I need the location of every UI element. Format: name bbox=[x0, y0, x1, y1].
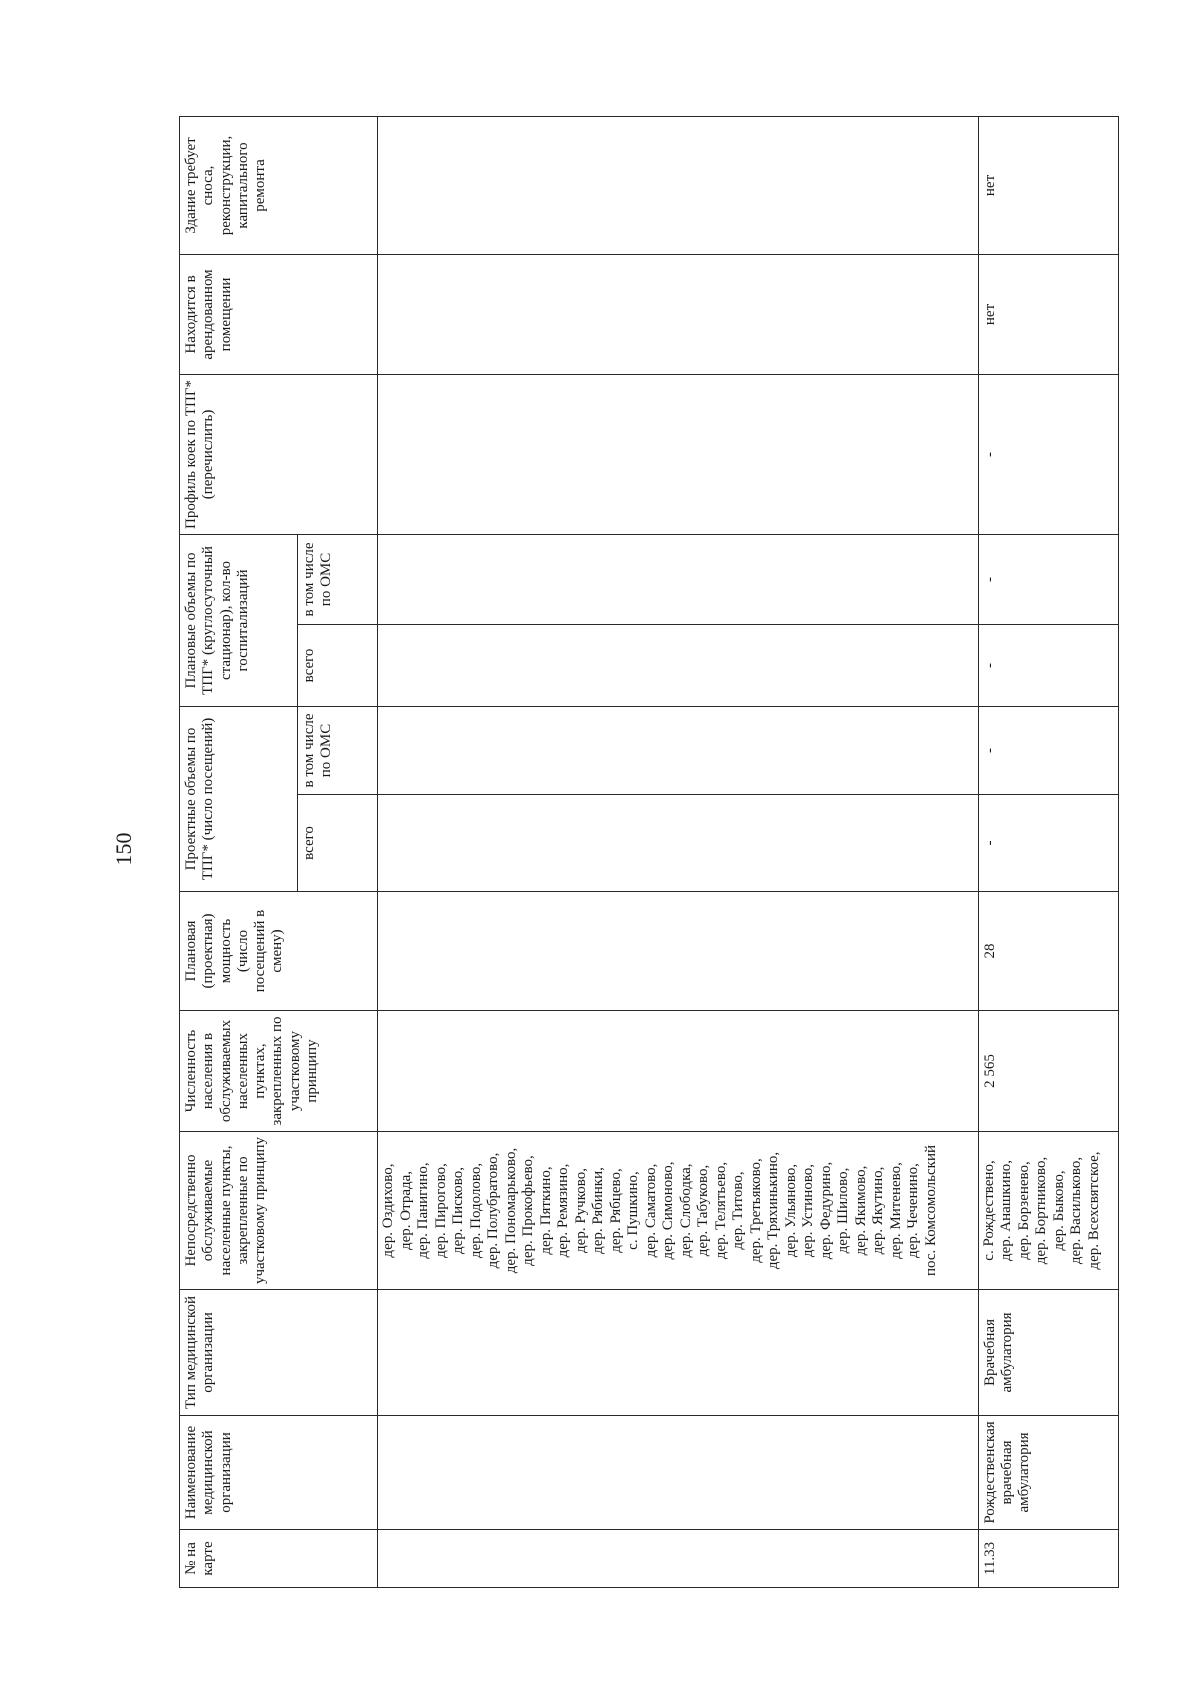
settlement-item: дер. Саматово, bbox=[642, 1163, 659, 1258]
cont-hosp-total-cell bbox=[378, 624, 979, 706]
header-visits-oms: в том числе по ОМС bbox=[298, 706, 378, 794]
cont-visits-total-cell bbox=[378, 795, 979, 892]
settlement-item: дер. Бортниково, bbox=[1033, 1156, 1050, 1265]
header-num: № на карте bbox=[180, 1530, 378, 1588]
settlement-item: дер. Слободка, bbox=[677, 1163, 694, 1258]
cont-repair-cell bbox=[378, 116, 979, 254]
settlement-item: с. Рождествено, bbox=[980, 1160, 997, 1261]
header-repair: Здание требует сноса, реконструкции, капитального ремонта bbox=[180, 116, 378, 254]
entry-beds: - bbox=[978, 374, 1118, 534]
settlement-item: дер. Полубратово, bbox=[485, 1152, 502, 1269]
entry-hosp-total: - bbox=[978, 624, 1118, 706]
table-row bbox=[978, 116, 1118, 1587]
settlement-item: дер. Отрада, bbox=[397, 1170, 414, 1251]
settlement-item: дер. Ремязино, bbox=[555, 1163, 572, 1258]
cont-capacity-cell bbox=[378, 892, 979, 1011]
settlement-item: дер. Писково, bbox=[450, 1166, 467, 1255]
header-rented: Находится в арендованном помещении bbox=[180, 254, 378, 374]
table-row bbox=[378, 116, 979, 1587]
cont-settlements-cell bbox=[378, 1132, 979, 1290]
cont-hosp-oms-cell bbox=[378, 534, 979, 624]
settlement-item: дер. Митенево, bbox=[887, 1162, 904, 1259]
header-name: Наименование медицинской организации bbox=[180, 1416, 378, 1530]
header-settlements: Непосредственно обслуживаемые населенные пункты, закрепленные по участковому принципу bbox=[180, 1132, 378, 1290]
settlement-item: дер. Якимово, bbox=[852, 1165, 869, 1256]
cont-visits-oms-cell bbox=[378, 706, 979, 794]
header-capacity: Плановая (проектная) мощность (число посещений в смену) bbox=[180, 892, 378, 1011]
header-type: Тип медицинской организации bbox=[180, 1290, 378, 1416]
cont-rented-cell bbox=[378, 254, 979, 374]
entry-type: Врачебная амбулатория bbox=[978, 1290, 1118, 1416]
entry-repair: нет bbox=[978, 116, 1118, 254]
settlement-item: дер. Пяткино, bbox=[537, 1166, 554, 1255]
settlement-item: дер. Панигино, bbox=[415, 1162, 432, 1259]
settlement-item: дер. Подолово, bbox=[467, 1162, 484, 1259]
entry-population: 2 565 bbox=[978, 1011, 1118, 1132]
entry-hosp-oms: - bbox=[978, 534, 1118, 624]
entry-capacity: 28 bbox=[978, 892, 1118, 1011]
settlement-item: дер. Титово, bbox=[730, 1171, 747, 1250]
settlement-item: дер. Третьяково, bbox=[747, 1158, 764, 1263]
settlement-item: дер. Федурино, bbox=[817, 1161, 834, 1260]
settlement-item: дер. Всехсвятское, bbox=[1085, 1151, 1102, 1270]
settlement-item: дер. Пирогово, bbox=[432, 1163, 449, 1258]
settlement-item: дер. Быково, bbox=[1050, 1170, 1067, 1251]
settlement-item: с. Пушкино, bbox=[625, 1171, 642, 1250]
settlement-item: дер. Устиново, bbox=[800, 1163, 817, 1258]
entry-rented: нет bbox=[978, 254, 1118, 374]
settlement-item: дер. Симоново, bbox=[660, 1161, 677, 1260]
entry-visits-total: - bbox=[978, 795, 1118, 892]
settlement-item: пос. Комсомольский bbox=[922, 1145, 939, 1277]
settlement-item: дер. Ульяново, bbox=[782, 1163, 799, 1258]
settlement-item: дер. Тряхинькино, bbox=[765, 1151, 782, 1270]
settlement-item: дер. Шилово, bbox=[835, 1167, 852, 1254]
cont-num-cell bbox=[378, 1530, 979, 1588]
settlement-item: дер. Васильково, bbox=[1068, 1156, 1085, 1265]
header-row-1 bbox=[180, 116, 298, 1587]
header-hospitalizations: Плановые объемы по ТПГ* (круглосуточный стационар), кол-во госпитализаций bbox=[180, 534, 298, 706]
cont-population-cell bbox=[378, 1011, 979, 1132]
settlement-item: дер. Рябинки, bbox=[590, 1167, 607, 1254]
settlement-item: дер. Рябцево, bbox=[607, 1168, 624, 1253]
settlement-item: дер. Анашкино, bbox=[998, 1160, 1015, 1261]
entry-num: 11.33 bbox=[978, 1530, 1118, 1588]
entry-visits-oms: - bbox=[978, 706, 1118, 794]
entry-name: Рождественская врачебная амбулатория bbox=[978, 1416, 1118, 1530]
rotated-table-wrapper bbox=[179, 117, 1119, 1588]
cont-type-cell bbox=[378, 1290, 979, 1416]
header-population: Численность населения в обслуживаемых населенных пунктах, закрепленных по участковому принципу bbox=[180, 1011, 378, 1132]
settlement-item: дер. Табуково, bbox=[695, 1164, 712, 1257]
settlement-item: дер. Якутино, bbox=[870, 1166, 887, 1255]
cont-beds-cell bbox=[378, 374, 979, 534]
settlement-item: дер. Борзенево, bbox=[1015, 1161, 1032, 1260]
page-number: 150 bbox=[111, 832, 136, 866]
cont-name-cell bbox=[378, 1416, 979, 1530]
settlement-item: дер. Оздихово, bbox=[380, 1163, 397, 1258]
medical-organizations-table bbox=[179, 116, 1119, 1588]
header-visits: Проектные объемы по ТПГ* (число посещений) bbox=[180, 706, 298, 891]
settlement-item: дер. Пономарьково, bbox=[502, 1147, 519, 1274]
settlement-item: дер. Чеченино, bbox=[905, 1163, 922, 1258]
header-bed-profile: Профиль коек по ТПГ* (перечислить) bbox=[180, 374, 378, 534]
settlement-item: дер. Прокофьево, bbox=[520, 1155, 537, 1266]
header-hosp-oms: в том числе по ОМС bbox=[298, 534, 378, 624]
header-visits-total: всего bbox=[298, 795, 378, 892]
entry-settlements-cell bbox=[978, 1132, 1118, 1290]
settlement-item: дер. Ручково, bbox=[572, 1168, 589, 1253]
header-hosp-total: всего bbox=[298, 624, 378, 706]
settlement-item: дер. Телятьево, bbox=[712, 1161, 729, 1260]
